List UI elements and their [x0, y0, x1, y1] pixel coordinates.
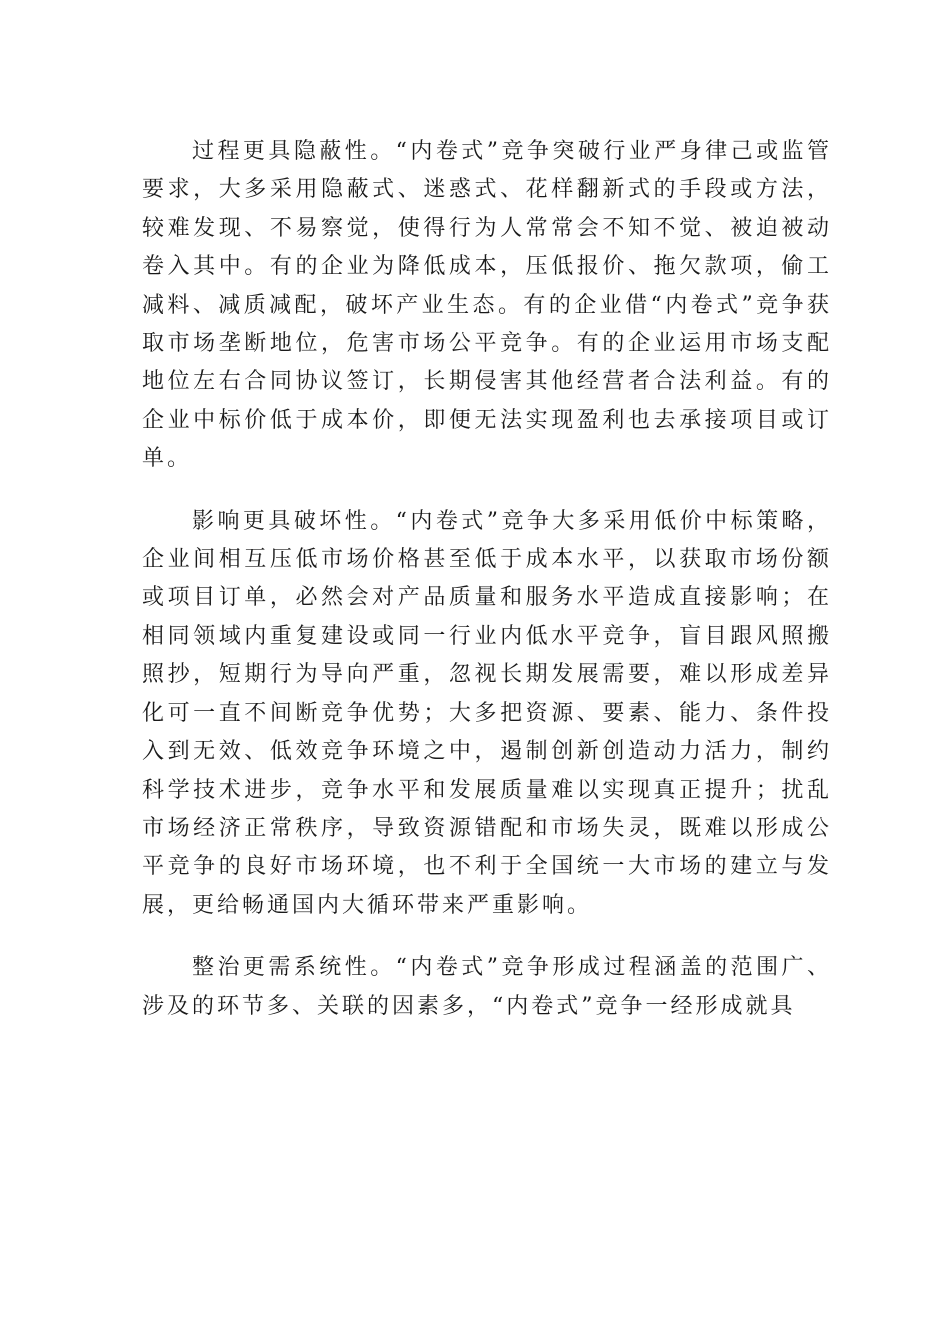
paragraph-concealment: 过程更具隐蔽性。“内卷式”竞争突破行业严身律己或监管要求，大多采用隐蔽式、迷惑式、花样翻新式的手段或方法，较难发现、不易察觉，使得行为人常常会不知不觉、被迫被动卷入其中。有的企业为降低成本，压低报价、拖欠款项，偷工减料、减质减配，破坏产业生态。有的企业借“内卷式”竞争获取市场垄断地位，危害市场公平竞争。有的企业运用市场支配地位左右合同协议签订，长期侵害其他经营者合法利益。有的企业中标价低于成本价，即便无法实现盈利也去承接项目或订单。	[142, 139, 832, 472]
document-body	[142, 133, 832, 1026]
paragraph-destructiveness: 影响更具破坏性。“内卷式”竞争大多采用低价中标策略，企业间相互压低市场价格甚至低于成本水平，以获取市场份额或项目订单，必然会对产品质量和服务水平造成直接影响；在相同领域内重复建设或同一行业内低水平竞争，盲目跟风照搬照抄，短期行为导向严重，忽视长期发展需要，难以形成差异化可一直不间断竞争优势；大多把资源、要素、能力、条件投入到无效、低效竞争环境之中，遏制创新创造动力活力，制约科学技术进步，竞争水平和发展质量难以实现真正提升；扰乱市场经济正常秩序，导致资源错配和市场失灵，既难以形成公平竞争的良好市场环境，也不利于全国统一大市场的建立与发展，更给畅通国内大循环带来严重影响。	[142, 508, 832, 918]
paragraph-systematic: 整治更需系统性。“内卷式”竞争形成过程涵盖的范围广、涉及的环节多、关联的因素多，“内卷式”竞争一经形成就具	[142, 955, 832, 1019]
